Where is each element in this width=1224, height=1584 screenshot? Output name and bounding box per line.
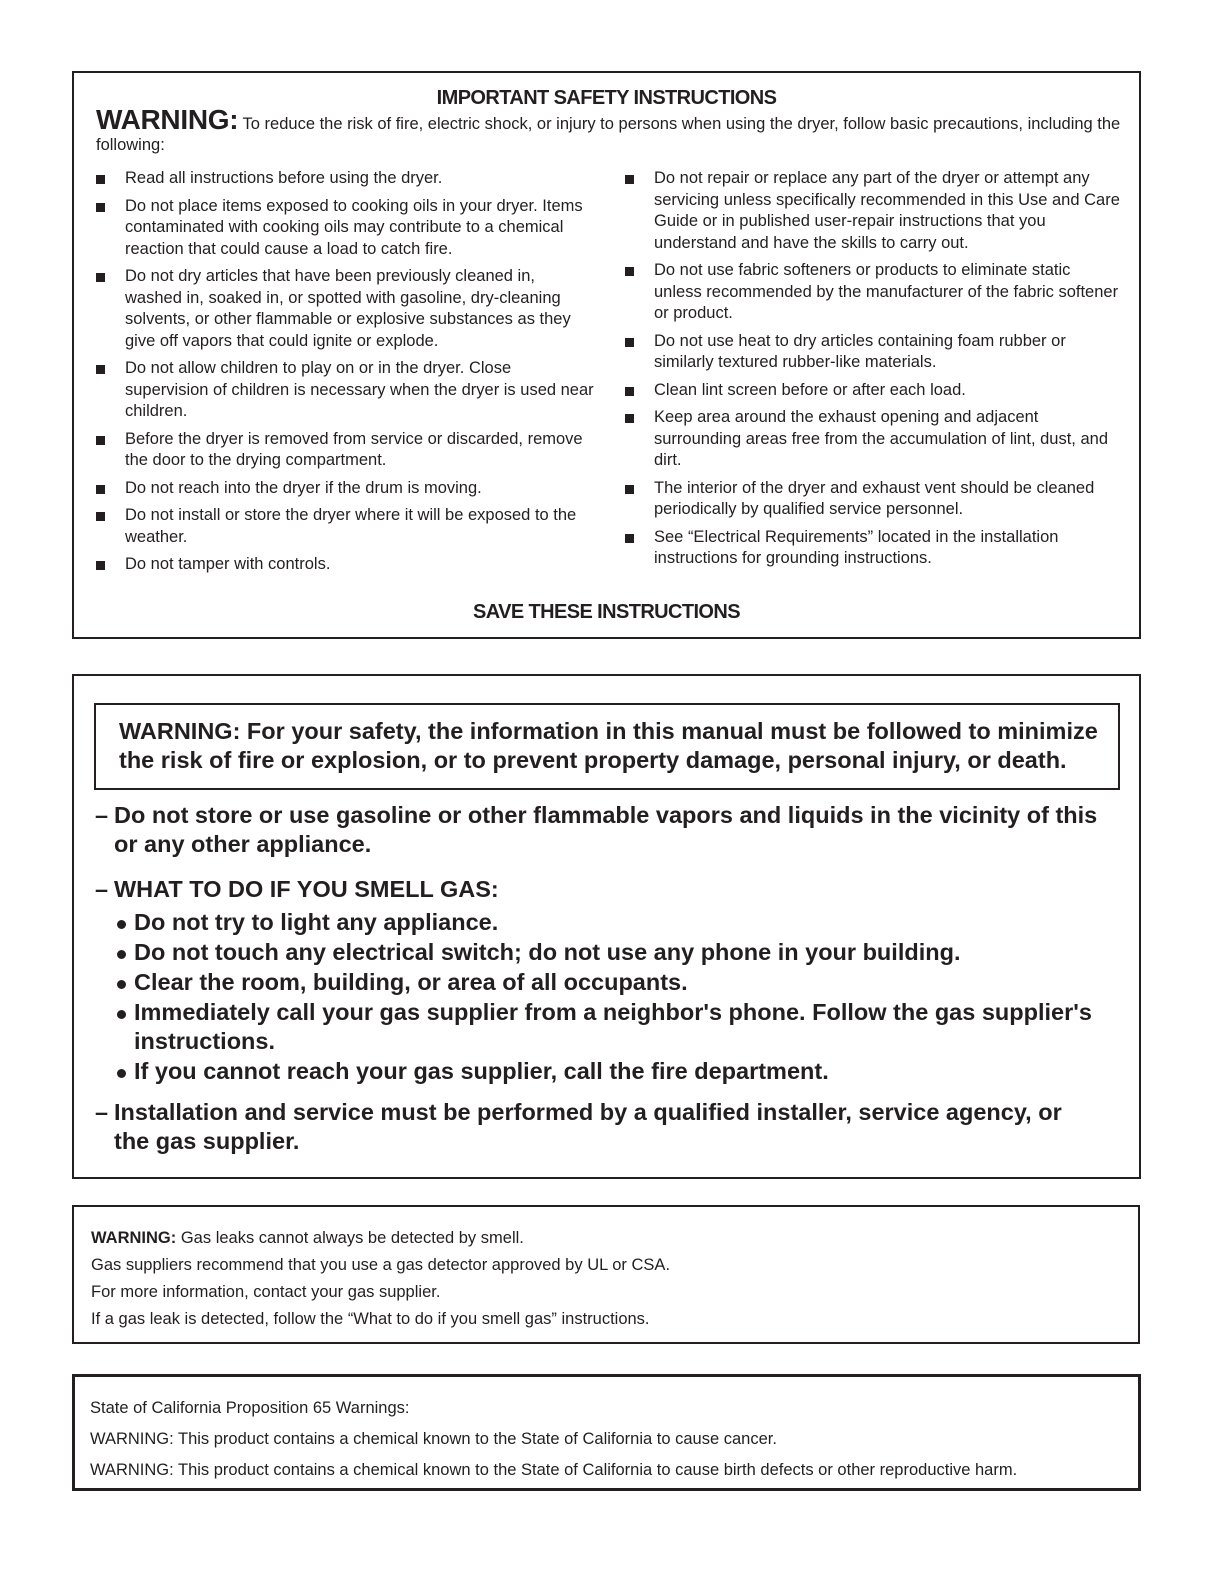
gas-warning-box	[72, 674, 1141, 1179]
gas-leak-notice	[91, 1225, 670, 1333]
list-item: If you cannot reach your gas supplier, call the fire department.	[115, 1057, 1125, 1086]
list-item: Do not place items exposed to cooking oils in your dryer. Items contaminated with cooking oils may contribute to a chemical reaction that could cause a load to catch fire.	[96, 196, 596, 261]
list-item: Read all instructions before using the dryer.	[96, 168, 596, 190]
list-item: Do not allow children to play on or in the dryer. Close supervision of children is necessary when the dryer is used near children.	[96, 358, 596, 423]
dash-marker: –	[95, 876, 109, 902]
list-item: Do not dry articles that have been previously cleaned in, washed in, soaked in, or spotted with gasoline, dry-cleaning solvents, or other flammable or explosive substances as they give off vapors that could ignite or explode.	[96, 266, 596, 352]
gas-leak-line-2: Gas suppliers recommend that you use a gas detector approved by UL or CSA.	[91, 1256, 671, 1274]
list-item: Before the dryer is removed from service or discarded, remove the door to the drying compartment.	[96, 429, 596, 472]
installation-line-2: the gas supplier.	[114, 1128, 300, 1154]
list-item: See “Electrical Requirements” located in the installation instructions for grounding instructions.	[625, 527, 1120, 570]
gas-leak-text: Gas leaks cannot always be detected by smell.	[180, 1229, 524, 1247]
gas-safety-warning: WARNING: For your safety, the information in this manual must be followed to minimize the risk of fire or explosion, or to prevent property damage, personal injury, or death.	[94, 703, 1120, 790]
safety-intro	[96, 104, 1121, 156]
save-instructions-footer: SAVE THESE INSTRUCTIONS	[473, 601, 740, 623]
prop65-heading: State of California Proposition 65 Warnings:	[90, 1399, 410, 1417]
prop65-cancer-warning: WARNING: This product contains a chemical known to the State of California to cause cancer.	[90, 1430, 777, 1448]
list-item: Do not try to light any appliance.	[115, 908, 1125, 937]
important-safety-instructions-box	[72, 71, 1141, 639]
list-item: Immediately call your gas supplier from a neighbor's phone. Follow the gas supplier's instructions.	[115, 998, 1125, 1056]
prop65-warnings	[90, 1393, 1017, 1486]
list-item: Clear the room, building, or area of all occupants.	[115, 968, 1125, 997]
right-precautions-list	[625, 168, 1120, 576]
prop65-reproductive-warning: WARNING: This product contains a chemical known to the State of California to cause birth defects or other reproductive harm.	[90, 1461, 1018, 1479]
warning-label: WARNING:	[91, 1229, 177, 1247]
smell-gas-steps-list	[115, 908, 1125, 1087]
gas-leak-line-3: For more information, contact your gas supplier.	[91, 1283, 441, 1301]
list-item: Keep area around the exhaust opening and adjacent surrounding areas free from the accumulation of lint, dust, and dirt.	[625, 407, 1120, 472]
dash-marker: –	[95, 802, 109, 828]
gas-storage-line-1: Do not store or use gasoline or other flammable vapors and liquids in the vicinity of this	[114, 802, 1098, 828]
gas-leak-line-1	[91, 1225, 670, 1252]
gas-leak-notice-box	[72, 1205, 1140, 1344]
safety-title: IMPORTANT SAFETY INSTRUCTIONS	[436, 87, 777, 109]
prop65-warnings-box	[72, 1374, 1141, 1491]
installation-warning	[95, 1098, 1125, 1156]
smell-gas-heading-text: WHAT TO DO IF YOU SMELL GAS:	[114, 876, 499, 902]
gas-leak-line-4: If a gas leak is detected, follow the “What to do if you smell gas” instructions.	[91, 1310, 650, 1328]
dash-marker: –	[95, 1099, 109, 1125]
warning-text: To reduce the risk of fire, electric shock, or injury to persons when using the dryer, follow basic precautions, including the following:	[96, 115, 1121, 154]
gas-storage-line-2: or any other appliance.	[114, 831, 372, 857]
list-item: Do not reach into the dryer if the drum is moving.	[96, 478, 596, 500]
warning-label: WARNING:	[96, 104, 239, 135]
installation-line-1: Installation and service must be performed by a qualified installer, service agency, or	[114, 1099, 1062, 1125]
list-item: Do not tamper with controls.	[96, 554, 596, 576]
smell-gas-heading	[95, 875, 1125, 904]
gas-storage-warning	[95, 801, 1125, 859]
list-item: The interior of the dryer and exhaust vent should be cleaned periodically by qualified service personnel.	[625, 478, 1120, 521]
left-precautions-list	[96, 168, 596, 582]
list-item: Clean lint screen before or after each load.	[625, 380, 1120, 402]
list-item: Do not repair or replace any part of the dryer or attempt any servicing unless specifically recommended in this Use and Care Guide or in published user-repair instructions that you understand and have the skills to carry out.	[625, 168, 1120, 254]
list-item: Do not install or store the dryer where it will be exposed to the weather.	[96, 505, 596, 548]
list-item: Do not use fabric softeners or products to eliminate static unless recommended by the manufacturer of the fabric softener or product.	[625, 260, 1120, 325]
list-item: Do not touch any electrical switch; do not use any phone in your building.	[115, 938, 1125, 967]
list-item: Do not use heat to dry articles containing foam rubber or similarly textured rubber-like materials.	[625, 331, 1120, 374]
